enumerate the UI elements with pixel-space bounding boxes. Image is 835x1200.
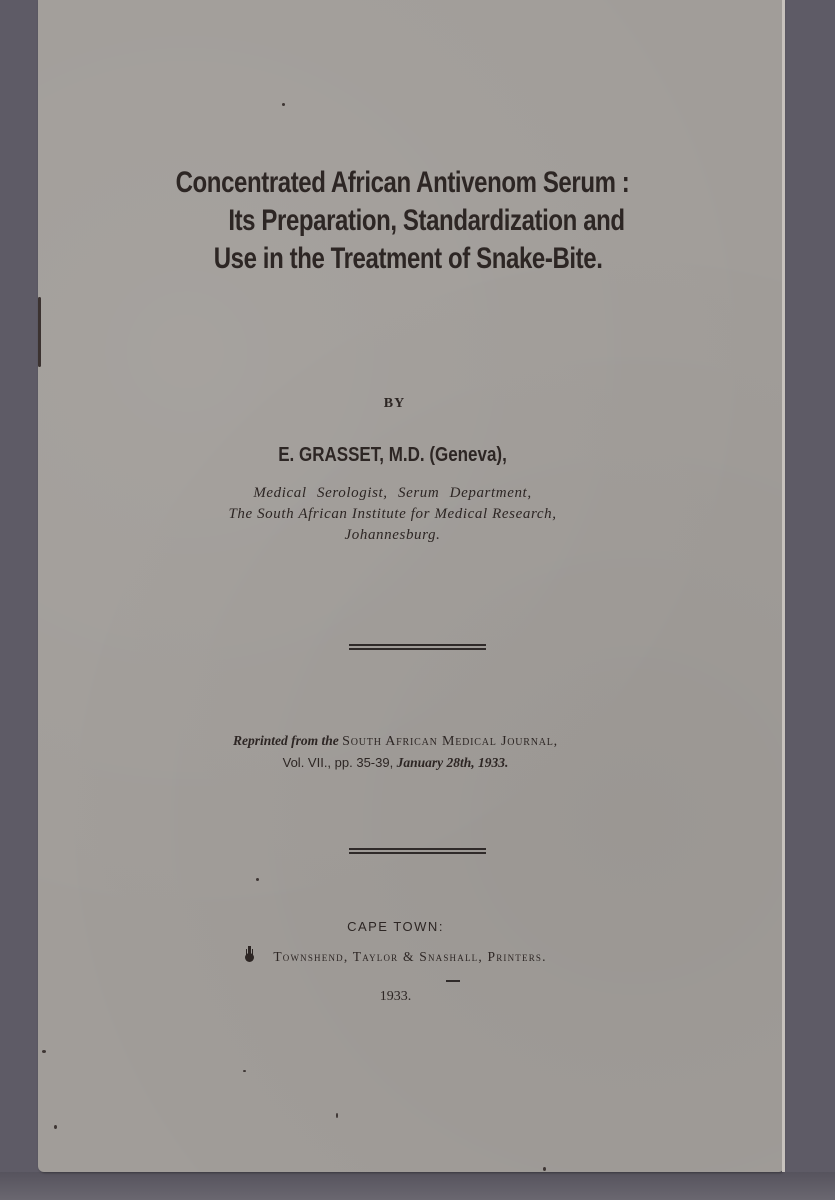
byline-label: BY bbox=[383, 396, 406, 411]
printer-device-icon bbox=[244, 946, 255, 964]
document-title bbox=[113, 164, 709, 278]
pamphlet-cover bbox=[38, 0, 783, 1172]
publication-date: January 28th, 1933. bbox=[396, 755, 509, 770]
paper-speck bbox=[282, 103, 285, 106]
volume-pages: Vol. VII., pp. 35-39, bbox=[282, 755, 394, 770]
printers-name: Townshend, Taylor & Snashall, Printers. bbox=[273, 949, 547, 964]
background-surface bbox=[0, 1172, 835, 1200]
reprint-line-2 bbox=[8, 752, 783, 773]
reprint-line-1 bbox=[8, 730, 783, 752]
title-line-2: Its Preparation, Standardization and bbox=[228, 204, 625, 237]
paper-speck bbox=[54, 1125, 57, 1129]
imprint-city: CAPE TOWN: bbox=[347, 919, 444, 934]
divider-double-rule bbox=[349, 644, 486, 650]
imprint-year: 1933. bbox=[379, 989, 412, 1004]
short-dash-divider bbox=[446, 980, 460, 982]
paper-speck bbox=[243, 1070, 246, 1072]
author-name: E. GRASSET, M.D. (Geneva), bbox=[278, 444, 507, 466]
reprint-notice bbox=[8, 730, 783, 773]
imprint-printers bbox=[8, 946, 783, 965]
paper-speck bbox=[256, 878, 259, 881]
author-affiliation bbox=[2, 483, 783, 546]
journal-name: South African Medical Journal, bbox=[342, 734, 558, 749]
title-line-3: Use in the Treatment of Snake-Bite. bbox=[213, 242, 603, 275]
reprint-prefix: Reprinted from the bbox=[233, 733, 339, 748]
paper-speck bbox=[543, 1167, 546, 1171]
staple-mark bbox=[38, 297, 41, 367]
paper-speck bbox=[336, 1113, 338, 1118]
paper-speck bbox=[42, 1050, 46, 1053]
divider-double-rule bbox=[349, 848, 486, 854]
affiliation-line-3: Johannesburg. bbox=[344, 527, 441, 543]
affiliation-line-2: The South African Institute for Medical Research, bbox=[228, 506, 557, 522]
affiliation-line-1: Medical Serologist, Serum Department, bbox=[253, 485, 532, 501]
title-line-1: Concentrated African Antivenom Serum : bbox=[175, 166, 630, 199]
